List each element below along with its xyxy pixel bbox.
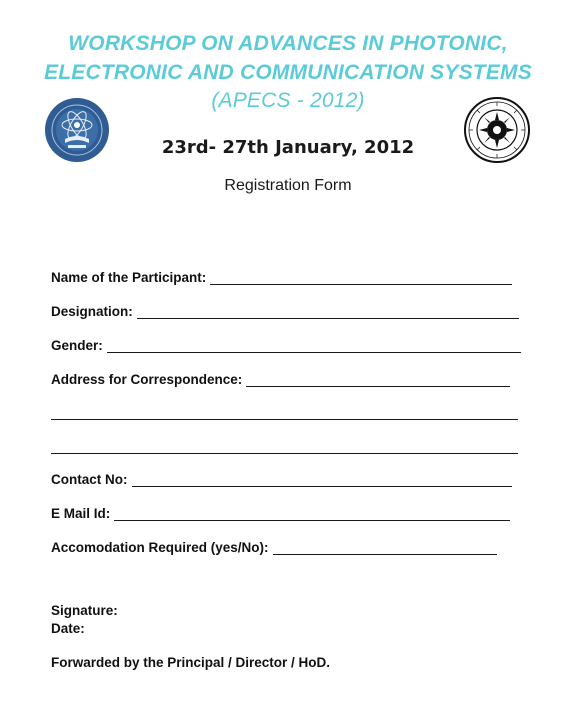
field-gender[interactable] [51, 335, 521, 353]
field-email[interactable] [51, 503, 510, 521]
field-gender-label: Gender: [51, 338, 103, 353]
field-name-label: Name of the Participant: [51, 270, 207, 285]
field-contact-label: Contact No: [51, 472, 128, 487]
field-gender-line[interactable] [107, 338, 521, 353]
workshop-title-line-3: (APECS - 2012) [211, 89, 365, 112]
field-designation[interactable] [51, 301, 519, 319]
field-accommodation-line[interactable] [273, 540, 497, 555]
field-designation-label: Designation: [51, 304, 133, 319]
field-email-line[interactable] [114, 506, 510, 521]
field-contact[interactable] [51, 469, 512, 487]
workshop-title-line-1: WORKSHOP ON ADVANCES IN PHOTONIC, [68, 32, 508, 55]
signature-label: Signature: [51, 603, 118, 618]
field-address-line-2[interactable] [51, 402, 518, 420]
form-title: Registration Form [224, 177, 352, 194]
field-accommodation-label: Accomodation Required (yes/No): [51, 540, 269, 555]
field-accommodation[interactable] [51, 537, 497, 555]
field-address-line-2-line[interactable] [51, 405, 518, 420]
field-address-line-3-line[interactable] [51, 439, 518, 454]
date-label: Date: [51, 621, 85, 636]
field-address-line[interactable] [246, 372, 510, 387]
workshop-title-line-2: ELECTRONIC AND COMMUNICATION SYSTEMS [44, 61, 532, 84]
field-contact-line[interactable] [132, 472, 512, 487]
workshop-dates: 23rd- 27th January, 2012 [161, 137, 415, 158]
field-designation-line[interactable] [137, 304, 519, 319]
field-name-line[interactable] [210, 270, 512, 285]
forwarded-by-label: Forwarded by the Principal / Director / HoD. [51, 655, 331, 670]
field-email-label: E Mail Id: [51, 506, 111, 521]
field-address[interactable] [51, 369, 510, 387]
field-address-line-3[interactable] [51, 436, 518, 454]
field-name[interactable] [51, 267, 512, 285]
field-address-label: Address for Correspondence: [51, 372, 243, 387]
